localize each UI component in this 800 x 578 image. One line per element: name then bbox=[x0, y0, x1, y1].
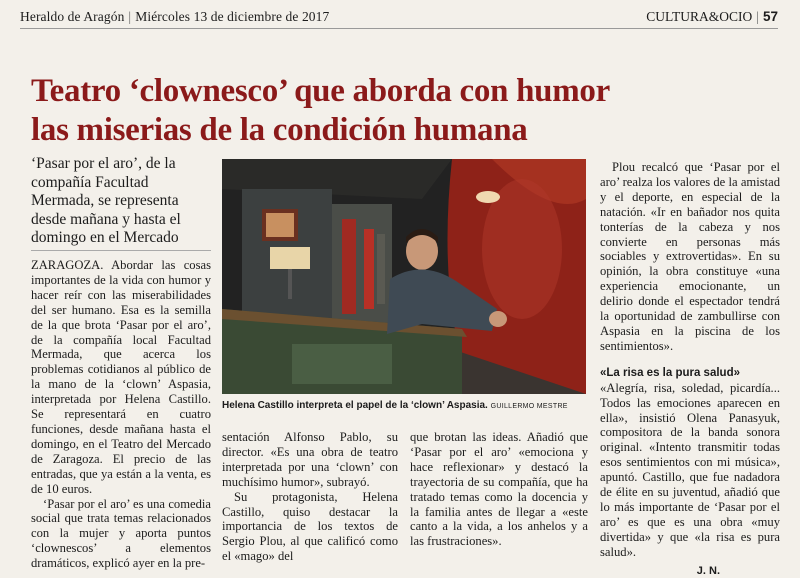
issue-date: Miércoles 13 de diciembre de 2017 bbox=[135, 9, 330, 24]
column-4 bbox=[600, 160, 780, 578]
col2-paragraph-2: Su protagonista, Helena Castillo, quiso destacar la importancia de los textos de Sergio Plou, al que calificó como el «mago» del bbox=[222, 489, 398, 564]
dateline: ZARAGOZA. bbox=[31, 258, 104, 272]
article-photo bbox=[222, 159, 586, 394]
col1-paragraph-2: ‘Pasar por el aro’ es una comedia social que trata temas relacionados con la mujer y aporta puntos ‘clownescos’ a elementos dramáticos, explicó ayer en la pre- bbox=[31, 496, 211, 571]
header-left bbox=[20, 9, 329, 25]
column-1 bbox=[31, 258, 211, 571]
headline-line-1: Teatro ‘clownesco’ que aborda con humor bbox=[31, 73, 610, 109]
col2-paragraph-1: sentación Alfonso Pablo, su director. «Es una obra de teatro interpretada por una ‘clown’ con muchísimo humor», subrayó. bbox=[222, 430, 398, 489]
column-3 bbox=[410, 430, 588, 549]
page-number: 57 bbox=[762, 9, 778, 24]
col4-paragraph-2: «Alegría, risa, soledad, picardía... Todos las emociones aparecen en ella», insistió Olena Panasyuk, compositora de la banda sonora original. «Intento transmitir todas esos sentimientos con mi música», apuntó. Castillo, que fue nadadora de élite en su juventud, añadió que lo más importante de ‘Pasar por el aro’ es que es una obra «muy divertida» y que «la risa es pura salud». bbox=[600, 380, 780, 559]
col3-paragraph-1: que brotan las ideas. Añadió que ‘Pasar por el aro’ «emociona y hace reflexionar» y destacó la trayectoria de su compañía, que ha tratado temas como la docencia y la familia antes de llegar a «este canto a la vida, a los anhelos y a las frustraciones». bbox=[410, 430, 588, 549]
newspaper-name: Heraldo de Aragón bbox=[20, 9, 125, 24]
headline-line-2: las miserias de la condición humana bbox=[31, 112, 528, 148]
col4-subhead: «La risa es la pura salud» bbox=[600, 366, 740, 379]
header-separator-2: | bbox=[756, 9, 759, 24]
subheadline: ‘Pasar por el aro’, de la compañía Facultad Mermada, se representa desde mañana y hasta el domingo en el Mercado bbox=[31, 155, 181, 246]
header-separator: | bbox=[128, 9, 132, 24]
col1-paragraph-1 bbox=[31, 258, 211, 497]
col1-p1-text: Abordar las cosas importantes de la vida con humor y hacer reír con las miserabilidades del ser humano. Esa es la semilla de la que brota ‘Pasar por el aro’, de la compañía local Facultad Mermada, que acerca los problemas cotidianos al público de la mano de la ‘clown’ Aspasia, interpretada por Helena Castillo. Se representará en cuatro funciones, desde mañana hasta el domingo, en el Teatro del Mercado de Zaragoza. El precio de las entradas, que ya están a la venta, es de 10 euros. bbox=[31, 258, 211, 496]
section-name: CULTURA&OCIO bbox=[646, 9, 753, 24]
author-signature: J. N. bbox=[696, 564, 720, 577]
header-right bbox=[646, 9, 778, 25]
caption-text: Helena Castillo interpreta el papel de la ‘clown’ Aspasia. bbox=[222, 400, 488, 411]
col4-paragraph-1: Plou recalcó que ‘Pasar por el aro’ realza los valores de la amistad y el deporte, en especial de la natación. «Ir en bañador nos quita tonterías de la cabeza y nos convierte en personas más sociables y extrovertidas». En su opinión, la obra constituye «una experiencia emocionante, un delirio donde el espectador tendrá la oportunidad de zambullirse con Aspasia en la piscina de los sentimientos». bbox=[600, 160, 780, 353]
photo-caption bbox=[222, 400, 588, 411]
photo-credit: GUILLERMO MESTRE bbox=[490, 403, 568, 410]
page-header bbox=[20, 8, 778, 29]
column-2 bbox=[222, 430, 398, 564]
subheadline-rule bbox=[31, 250, 211, 251]
photo-illustration bbox=[222, 159, 586, 394]
headline bbox=[31, 72, 771, 150]
